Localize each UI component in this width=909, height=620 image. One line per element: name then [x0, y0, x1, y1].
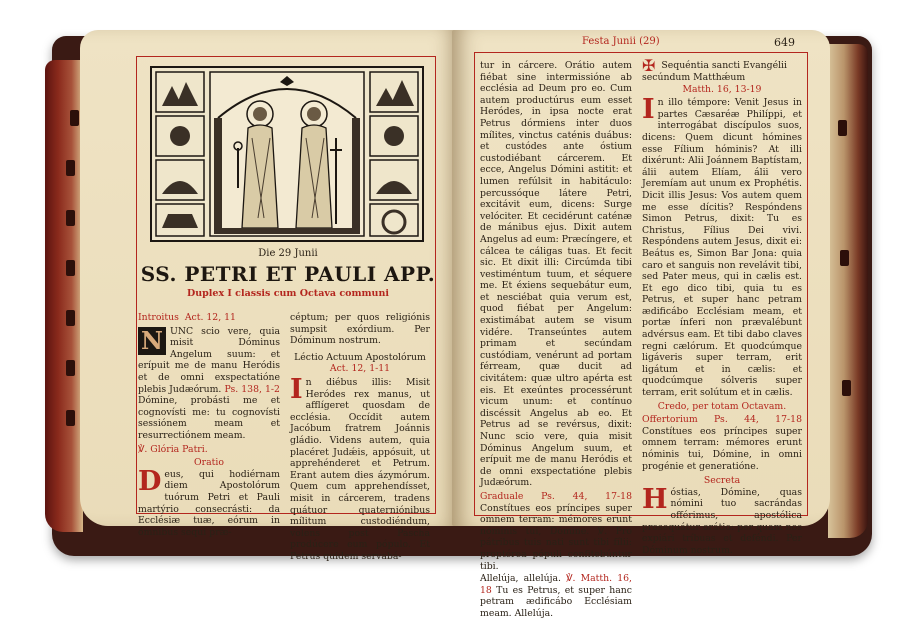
lectio-initial: I: [290, 373, 303, 405]
psalm-text: Dómine, probásti me et cognovísti me: tu cognovísti sessiónem meam et resurrectiónem meam.: [138, 395, 280, 441]
thumb-index-tab[interactable]: [66, 310, 75, 326]
lectio-continuation: tur in cárcere. Orátio autem fiébat sine intermissióne ab ecclésia ad Deum pro eo. Cum autem productúrus eum esset Heródes, in ipsa nocte erat Petrus dórmiens inter duos mílites, vinctus caténis duábus: et custódes ante óstium custodiébant cárcerem. Et ecce, Angelus Dómini astitit: et lumen refúlsit in habitáculo: percussóque látere Petri, excitávit eum, dicens: Surge velóciter. Et cecidérunt caténæ de mánibus ejus. Dixit autem Angelus ad eum: Præcíngere, et cálcea te cáligas tuas. Et fecit sic. Et dixit illi: Circúmda tibi vestiméntum tuum, et séquere me. Et éxiens sequebátur eum, et nesciébat quia verum est, quod fiébat per Angelum: existimábat autem se visum vidére. Transeúntes autem primam et secúndam custódiam, venérunt ad portam férream, quæ ducit ad civitátem: quæ ultro apérta est eis. Et exeúntes processérunt vicum unum: et contínuo discéssit Angelus ab eo. Et Petrus ad se revérsus, dixit: Nunc scio vere, quia misit Dóminus Angelum suum, et erípuit me de manu Heródis et de omni exspectatióne plebis Judæórum.: [480, 60, 632, 489]
feast-rank: Duplex I classis cum Octava communi: [187, 288, 389, 299]
introitus-initial: N: [138, 327, 166, 355]
lectio-reference: Act. 12, 1-11: [329, 363, 391, 375]
right-page-left-column: [480, 60, 632, 619]
alleluia-text: Allelúja, allelúja.: [480, 573, 561, 585]
offertorium-reference: Ps. 44, 17-18: [714, 414, 802, 426]
credo-rubric: Credo, per totam Octavam.: [657, 400, 787, 412]
feast-title: SS. PETRI ET PAULI APP.: [140, 262, 436, 286]
secreta-heading: Secreta: [703, 475, 741, 487]
offertorium-heading: Offertorium: [642, 414, 698, 426]
woodcut-illustration: [152, 68, 422, 240]
feast-date: Die 29 Junii: [258, 248, 318, 259]
secreta-text: óstias, Dómine, quas nómini tuo sacrándas offérimus, apostólica prosequátur orátio: per quam nos expiári tríbuas et deféndi. Per Dóminum nostrum.: [642, 486, 802, 556]
introitus-text: UNC scio vere, quia misit Dóminus Angelum suum: et erípuit me de manu Heródis et de omni exspectatióne plebis Judæórum.: [138, 325, 280, 395]
graduale-verse: ℣. Pro pátribus tuis nati sunt tibi fílii: proptérea pópuli confitebúntur tibi.: [480, 525, 632, 572]
introitus-reference: Act. 12, 11: [184, 312, 236, 323]
thumb-index-tab[interactable]: [66, 210, 75, 226]
oratio-continuation: céptum; per quos religiónis sumpsit exórdium. Per Dóminum nostrum.: [290, 312, 430, 347]
right-page: [452, 30, 830, 619]
introitus-heading: Introitus: [138, 312, 179, 323]
psalm-reference: Ps. 138, 1-2: [224, 383, 280, 395]
thumb-index-tab[interactable]: [842, 380, 851, 396]
gospel-initial: I: [642, 94, 655, 126]
alleluia-verse: Tu es Petrus, et super hanc petram ædificábo Ecclésiam meam. Allelúja.: [480, 584, 632, 619]
gospel-intro: Sequéntia sancti Evangélii secúndum Matthǽum: [642, 60, 787, 83]
thumb-index-tab[interactable]: [838, 120, 847, 136]
graduale-heading: Graduale: [480, 490, 524, 502]
gospel-text: n illo témpore: Venit Jesus in partes Cæsaréæ Philíppi, et interrogábat discípulos suos, dicens: Quem dicunt hómines esse Fílium hóminis? At illi dixérunt: Alii Joánnem Baptístam, álii autem Elíam, álii vero Jeremíam aut unum ex Prophétis. Dicit illis Jesus: Vos autem quem me esse dícitis? Respóndens Simon Petrus, dixit: Tu es Christus, Fílius Dei vivi. Respóndens autem Jesus, dixit ei: Beátus es, Simon Bar Jona: quia caro et sanguis non revelávit tibi, sed Pater meus, qui in cælis est. Et ego dico tibi, quia tu es Petrus, et super hanc petram ædificábo Ecclésiam meam, et portæ ínferi non prævalébunt advérsus eam. Et tibi dabo claves regni cælórum. Et quodcúmque ligáveris super terram, erit ligátum et in cælis: et quodcúmque sólveris super terram, erit solútum et in cælis.: [642, 97, 802, 399]
thumb-index-tab[interactable]: [66, 260, 75, 276]
secreta-initial: H: [642, 483, 668, 515]
graduale-text: Constítues eos príncipes super omnem terram: mémores erunt nóminis tui, Dómine.: [480, 502, 632, 537]
gloria-patri: ℣. Glória Patri.: [138, 443, 208, 455]
right-page-edges: [828, 44, 868, 538]
thumb-index-tab[interactable]: [66, 410, 75, 426]
page-number: 649: [774, 36, 795, 49]
thumb-index-tab[interactable]: [70, 110, 79, 126]
right-page-right-column: [642, 56, 802, 556]
oratio-heading: Oratio: [194, 457, 224, 469]
gospel-cross-icon: ✠: [642, 56, 656, 75]
graduale-reference: Ps. 44, 17-18: [541, 490, 632, 502]
thumb-index-tab[interactable]: [840, 250, 849, 266]
left-page-edges: [45, 60, 83, 532]
left-column: [138, 312, 280, 538]
lectio-heading: Léctio Actuum Apostolórum: [294, 351, 426, 363]
running-head: Festa Junii (29): [582, 36, 660, 47]
saints-peter-and-paul-woodcut: [150, 66, 424, 242]
thumb-index-tab[interactable]: [66, 360, 75, 376]
oratio-text: eus, qui hodiérnam diem Apostolórum tuórum Petri et Pauli martýrio consecrásti: da Ecclésiæ tuæ, eórum in ómnibus sequi præ-: [138, 468, 280, 538]
alleluia-reference: ℣. Matth. 16, 18: [480, 573, 632, 596]
left-page-right-column: [290, 312, 430, 562]
left-page: [80, 30, 460, 562]
offertorium-text: Constítues eos príncipes super omnem terram: mémores erunt nóminis tui, Dómine, in omni progénie et generatióne.: [642, 425, 802, 472]
lectio-text: n diébus illis: Misit Heródes rex manus, ut afflígeret quosdam de ecclésia. Occídit autem Jacóbum fratrem Joánnis gládio. Videns autem, quia placéret Judǽis, appósuit, ut apprehénderet et Petrum. Erant autem dies ázymórum. Quem cum apprehendísset, misit in cárcerem, tradens quátuor quaterniónibus mílitum custodiéndum, volens post Pascha prodúcere eum pópulo. Et Petrus quidem servabá-: [290, 376, 430, 562]
thumb-index-tab[interactable]: [66, 160, 75, 176]
gospel-reference: Matth. 16, 13-19: [682, 83, 762, 95]
oratio-initial: D: [138, 465, 162, 497]
